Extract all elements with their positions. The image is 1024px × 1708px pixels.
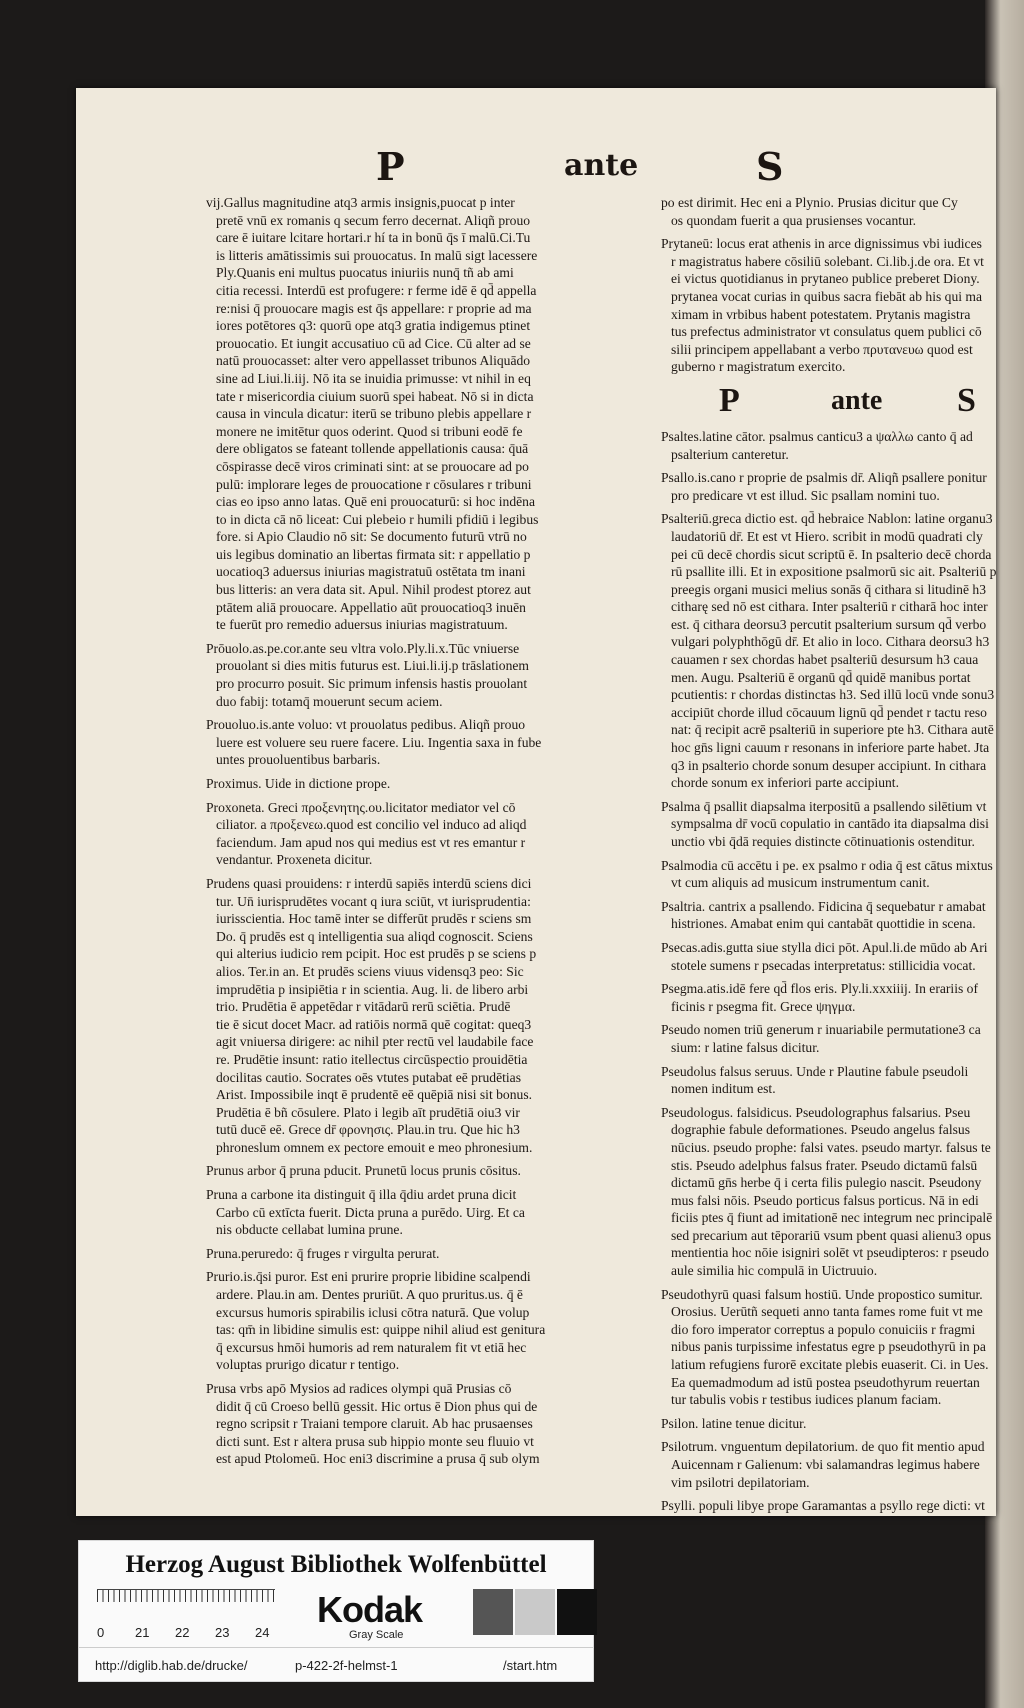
dictionary-entry xyxy=(206,799,606,869)
text-line: ficinis r psegma fit. Grece ψηγμα. xyxy=(671,998,856,1014)
kodak-logo: Kodak xyxy=(317,1589,423,1630)
section-subheader xyxy=(661,382,996,426)
text-line: uocatioq3 aduersus iniurias magistratuū ostētata tm inani xyxy=(216,564,526,580)
header-word: ante xyxy=(564,148,639,183)
text-line: cōspirasse decē viros criminati sint: at se prouocare ad po xyxy=(216,458,529,474)
text-line: os quondam fuerit a qua prusienses vocantur. xyxy=(671,212,917,228)
ruler-number: 22 xyxy=(175,1625,190,1640)
text-line: pei cū decē chordis sicut scriptū ē. In psalterio decē chorda xyxy=(671,546,992,562)
text-line: dographie fabule deformationes. Pseudo angelus falsus xyxy=(671,1122,970,1138)
text-line: causa in vincula dicatur: iterū se tribuno plebis appellare r xyxy=(216,406,532,422)
dictionary-entry xyxy=(206,1268,606,1374)
text-line: te fuerūt pro remedio aduersus iniurias magistratuum. xyxy=(216,617,508,633)
dictionary-entry xyxy=(661,469,996,504)
text-line: Do. q̄ prudēs est q intelligentia sua aliqd cognoscit. Sciens xyxy=(216,928,533,944)
text-line: psalterium canteretur. xyxy=(671,446,789,462)
right-text-column xyxy=(661,194,996,1516)
text-line: cias eo ipso anno latas. Quē eni prouocaturū: si hoc indēna xyxy=(216,494,535,510)
text-line: to in dicta cā nō liceat: Cui plebeio r humili pfidiū i legibus xyxy=(216,511,539,527)
text-line: pro procurro posuit. Sic primum infensis hastis prouolant xyxy=(216,676,528,692)
subheader-word: ante xyxy=(831,384,883,416)
text-line: docilitas cautio. Socrates oēs vtutes putabat eē prudētias xyxy=(216,1069,522,1085)
text-line: trio. Prudētia ē appetēdar r vitādarū rerū sciētia. Prudē xyxy=(216,999,511,1015)
text-line: Proxoneta. Greci προξενητης.ου.licitator mediator vel cō xyxy=(206,799,516,815)
text-line: Psilotrum. vnguentum depilatorium. de quo fit mentio apud xyxy=(661,1439,985,1455)
text-line: vt cum aliquis ad musicum instrumentum canit. xyxy=(671,875,930,891)
dictionary-entry xyxy=(661,1438,996,1491)
dictionary-entry xyxy=(661,857,996,892)
dictionary-entry xyxy=(661,235,996,376)
text-line: care ē iuitare lcitare hortari.r hí ta in bonū q̄s ī malū.Ci.Tu xyxy=(216,230,531,246)
text-line: Prytaneū: locus erat athenis in arce dignissimus vbi iudices xyxy=(661,236,982,252)
gray-swatch-light xyxy=(515,1589,555,1635)
text-line: Psegma.atis.idē fere qd̄ flos eris. Ply.li.xxxiiij. In erariis of xyxy=(661,981,978,997)
text-line: vij.Gallus magnitudine atq3 armis insignis,puocat p inter xyxy=(206,195,515,210)
text-line: pulū: implorare leges de prouocatione r cōsulares r tribuni xyxy=(216,476,532,492)
text-line: Psecas.adis.gutta siue stylla dici pōt. Apul.li.de mūdo ab Ari xyxy=(661,939,988,955)
text-line: Prudētia ē bñ cōsulere. Plato i legib aīt prudētiā oiu3 vir xyxy=(216,1104,520,1120)
text-line: Orosius. Uerūtñ sequeti anno tanta fames rome fuit vt me xyxy=(671,1304,983,1320)
text-line: stotele sumens r psecadas interpretatus: stillicidia vocat. xyxy=(671,957,976,973)
dictionary-entry xyxy=(206,775,606,793)
dictionary-entry xyxy=(661,1497,996,1515)
text-line: didit q̄ cū Croeso bellū gessit. Hic ortus ē Dion phus qui de xyxy=(216,1398,538,1414)
text-line: nūcius. pseudo prophe: falsi vates. pseudo martyr. falsus te xyxy=(671,1139,991,1155)
dictionary-entry xyxy=(661,980,996,1015)
dictionary-entry xyxy=(206,640,606,710)
library-title: Herzog August Bibliothek Wolfenbüttel xyxy=(125,1551,547,1578)
text-line: ximam in vrbibus habent potestatem. Prytanis magistra xyxy=(671,306,971,322)
text-line: ciliator. a προξενεω.quod est concilio vel induco ad aliqd xyxy=(216,817,527,833)
text-line: silii principem appellabant a verbo πρυτανευω quod est xyxy=(671,341,973,357)
text-line: nis obducte cellabat lumina prune. xyxy=(216,1222,403,1238)
text-line: alios. Ter.in an. Et prudēs sciens viuus vidensq3 peo: Sic xyxy=(216,963,524,979)
ruler-number: 24 xyxy=(255,1625,270,1640)
gray-swatch-dark xyxy=(473,1589,513,1635)
text-line: faciendum. Jam apud nos qui medius est vt res emantur r xyxy=(216,834,526,850)
text-line: tus prefectus administrator vt consulatus quem publici cō xyxy=(671,324,982,340)
dictionary-entry xyxy=(661,898,996,933)
text-line: agit vniuersa dirigere: ac nihil pter rectū vel laudabile face xyxy=(216,1034,534,1050)
text-line: guberno r magistratum exercito. xyxy=(671,359,846,375)
right-column-top xyxy=(661,194,996,376)
text-line: vulgari polyphthōgū dr̄. Et alio in loco. Cithara deorsu3 h3 xyxy=(671,634,990,650)
text-line: Psaltes.latine cātor. psalmus canticu3 a ψαλλω canto q̄ ad xyxy=(661,428,973,444)
text-line: Proximus. Uide in dictione prope. xyxy=(206,776,391,791)
text-line: pro predicare vt est illud. Sic psallam nomini tuo. xyxy=(671,487,940,503)
gray-swatch-black xyxy=(557,1589,597,1635)
text-line: accipiūt chorde illud cōcauum lignū qd̄ pendet r tactu reso xyxy=(671,704,987,720)
text-line: preegis organi musici melius sonās q̄ cithara si litudinē h3 xyxy=(671,581,986,597)
text-line: Psallo.is.cano r proprie de psalmis dr̄. Aliqñ psallere ponitur xyxy=(661,470,987,486)
text-line: Carbo cū extīcta fuerit. Dicta pruna a purēdo. Uirg. Et ca xyxy=(216,1204,525,1220)
text-line: sed precarium aut tēporariū vsum pbent quasi alienu3 opus xyxy=(671,1227,992,1243)
text-line: dicti sunt. Est r altera prusa sub hippio monte seu fluuio vt xyxy=(216,1433,534,1449)
text-line: Psalma q̄ psallit diapsalma iterpositū a psallendo silētium vt xyxy=(661,798,987,814)
text-line: cauamen r sex chordas habet psalteriū desursum h3 caua xyxy=(671,652,979,668)
text-line: aule similia hic compulā in Uictruuio. xyxy=(671,1263,878,1279)
text-line: Ply.Quanis eni multus puocatus iniuriis nunq̄ tñ ab ami xyxy=(216,265,514,281)
ruler-number: 21 xyxy=(135,1625,150,1640)
dictionary-entry xyxy=(661,1021,996,1056)
text-line: Pseudologus. falsidicus. Pseudolographus falsarius. Pseu xyxy=(661,1104,971,1120)
dictionary-entry xyxy=(206,716,606,769)
text-line: sympsalma dr̄ vocū copulatio in cantādo ita diapsalma disi xyxy=(671,816,989,832)
text-line: Pruna.peruredo: q̄ fruges r virgulta perurat. xyxy=(206,1245,440,1261)
text-line: dictamū gn̄s herbe q̄ i certa filis pulegio nascit. Pseudony xyxy=(671,1175,982,1191)
dictionary-entry xyxy=(661,428,996,463)
text-line: stis. Pseudo adelphus falsus frater. Pseudo dictamū falsū xyxy=(671,1157,978,1173)
text-line: prouocatio. Et iungit accusatiuo cū ad Cice. Cū alter ad se xyxy=(216,335,531,351)
text-line: histriones. Amabat enim qui cantabāt quottidie in scena. xyxy=(671,916,976,932)
text-line: luere est voluere seu ruere facere. Liu. Ingentia saxa in fube xyxy=(216,734,542,750)
text-line: Prurio.is.q̄si puror. Est eni prurire proprie libidine scalpendi xyxy=(206,1269,531,1285)
subheader-letter-right: S xyxy=(957,381,976,419)
text-line: Psalteriū.greca dictio est. qd̄ hebraice Nablon: latine organu3 xyxy=(661,511,993,527)
right-column-bottom xyxy=(661,428,996,1515)
text-line: Auicennam r Galienum: vbi salamandras legimus habere xyxy=(671,1457,980,1472)
dictionary-entry xyxy=(206,1380,606,1468)
dictionary-entry xyxy=(206,1245,606,1263)
text-line: Prudens quasi prouidens: r interdū sapiēs interdū sciens dici xyxy=(206,875,532,891)
ruler-number: 0 xyxy=(97,1625,105,1640)
text-line: phroneslum omnem ex pectore emouit e meo phronesium. xyxy=(216,1139,533,1155)
url-base: http://diglib.hab.de/drucke/ xyxy=(95,1658,248,1673)
header-letter-left: P xyxy=(376,144,405,189)
dictionary-entry xyxy=(206,1186,606,1239)
dictionary-entry xyxy=(661,510,996,792)
text-line: duo fabij: totamq̄ mouerunt secum aciem. xyxy=(216,693,443,709)
text-line: regno scripsit r Traiani tempore claruit. Ab hac prusaenses xyxy=(216,1416,533,1432)
text-line: iurisscientia. Hoc tamē inter se differūt prudēs r sciens sm xyxy=(216,911,532,927)
text-line: dio foro imperator correptus a populo conuiciis r fragmi xyxy=(671,1321,976,1337)
text-line: imprudētia p insipiētia r in scientia. Aug. li. de libero arbi xyxy=(216,981,529,997)
subheader-letter-left: P xyxy=(719,381,740,419)
text-line: untes prouoluentibus barbaris. xyxy=(216,752,381,768)
text-line: rū psallite illi. Et in expositione psalmorū sic ait. Psalteriū p xyxy=(671,564,996,580)
text-line: fore. si Apio Claudio nō sit: Se documento futurū vtrū no xyxy=(216,529,527,545)
text-line: tutū ducē eē. Grece dr̄ φρονησις. Plau.in tru. Que hic h3 xyxy=(216,1122,520,1138)
text-line: ptātem aliā prouocare. Appellatio aūt prouocatioq3 inuēn xyxy=(216,599,526,615)
text-line: est apud Ptolomeū. Hoc eni3 discrimine a prusa q̄ sub olym xyxy=(216,1451,540,1467)
dictionary-entry xyxy=(206,194,606,634)
text-line: iores potētores q3: quorū ope atq3 gratia indigemus ptinet xyxy=(216,318,531,334)
url-id: p-422-2f-helmst-1 xyxy=(295,1658,398,1673)
text-line: nomen inditum est. xyxy=(671,1081,776,1097)
dictionary-entry xyxy=(661,194,996,229)
text-line: chorde sonum ex inferiori parte accipiunt. xyxy=(671,775,899,791)
text-line: dere obligatos se fateant tollende appellationis causa: q̄uā xyxy=(216,441,529,457)
gray-scale-label: Gray Scale xyxy=(349,1629,404,1641)
text-line: monere ne imitētur quos oderint. Quod si tribuni eodē fe xyxy=(216,423,523,439)
text-line: Psylli. populi libye prope Garamantas a psyllo rege dicti: vt xyxy=(661,1498,985,1514)
text-line: r magistratus habere cōsiliū solebant. Ci.lib.j.de ora. Et vt xyxy=(671,253,984,269)
library-label xyxy=(78,1540,594,1682)
text-line: excursus humoris spirabilis iclusi cōtra naturā. Que volup xyxy=(216,1304,530,1320)
dictionary-entry xyxy=(661,798,996,851)
text-line: uis legibus dominatio an libertas firmata sit: r appellatio p xyxy=(216,546,531,562)
text-line: Psilon. latine tenue dicitur. xyxy=(661,1415,807,1431)
text-line: Psalmodia cū accētu i pe. ex psalmo r odia q̄ est cātus mixtus xyxy=(661,857,993,873)
text-line: Ea quemadmodum ad istū postea pseudothyrum reuertan xyxy=(671,1374,980,1390)
text-line: sine ad Liui.li.iij. Nō ita se inuidia primusse: vt nihil in eq xyxy=(216,370,531,386)
url-start: /start.htm xyxy=(503,1658,558,1673)
text-line: pcutientis: r chordas distinctas h3. Sed illū locū vnde sonu3 xyxy=(671,687,995,703)
text-line: prytanea vocat curias in quibus sacra fiebāt ab his qui ma xyxy=(671,288,983,304)
text-line: bus litteris: an vera data sit. Apul. Nihil prodest ptorez aut xyxy=(216,582,531,598)
text-line: Pseudolus falsus seruus. Unde r Plautine fabule pseudoli xyxy=(661,1063,969,1079)
text-line: Arist. Impossibile inqt ē prudentē eē quēpiā nisi sit bonus. xyxy=(216,1087,533,1103)
text-line: qui alterius iudicio rem pcipit. Hoc est prudēs p se sciens p xyxy=(216,946,537,962)
text-line: ficiis ptes q̄ fiunt ad imitationē nec integrum nec principalē xyxy=(671,1210,993,1226)
text-line: vim psilotri depilatoriam. xyxy=(671,1474,810,1490)
text-line: re. Prudētie insunt: ratio itellectus circūspectio prouidētia xyxy=(216,1051,528,1067)
text-line: Pseudo nomen triū generum r inuariabile permutatione3 ca xyxy=(661,1022,981,1038)
text-line: re:nisi q̄ prouocare magis est q̄s appellare: r proprie ad ma xyxy=(216,300,532,316)
scale-ruler xyxy=(97,1589,275,1622)
text-line: tur. Un̄ iurisprudētes vocant q iura sciūt, vt iurisprudentia: xyxy=(216,893,531,909)
dictionary-entry xyxy=(661,1415,996,1433)
dictionary-entry xyxy=(206,875,606,1157)
text-line: mentientia hoc nōie isigniri solēt vt pseudipteros: r pseudo xyxy=(671,1245,989,1261)
text-line: prouolant si dies mitis futurus est. Liui.li.ij.p trāslationem xyxy=(216,658,530,674)
text-line: po est dirimit. Hec eni a Plynio. Prusias dicitur que Cy xyxy=(661,195,958,210)
text-line: Prunus arbor q̄ pruna pducit. Prunetū locus prunis cōsitus. xyxy=(206,1163,521,1179)
dictionary-entry xyxy=(661,939,996,974)
text-line: est. q̄ cithara deorsu3 percutit psalterium sursum qd̄ verbo xyxy=(671,616,987,632)
text-line: tate r misericordia ciuium suorū spei habeat. Nō si in dicta xyxy=(216,388,534,404)
text-line: nat: q̄ recipit acrē psalteriū in superiore pte h3. Cithara autē xyxy=(671,722,994,738)
text-line: is litteris amātissimis sui prouocatus. In malū sigt lacessere xyxy=(216,247,538,263)
text-line: tur tabulis vobis r testibus iudices planum faciam. xyxy=(671,1392,942,1408)
url-bar xyxy=(79,1647,593,1682)
dictionary-entry xyxy=(661,1104,996,1280)
text-line: laudatoriū dr̄. Et est vt Hiero. scribit in modū quadrati cly xyxy=(671,528,983,544)
text-line: latium refugiens furorē excitate plebis euaserit. Ci. in Ues. xyxy=(671,1357,989,1373)
text-line: q3 in psalterio chorde sonum desuper accipiunt. In cithara xyxy=(671,757,987,773)
text-line: tas: qm̄ in libidine simulis est: quippe nihil aliud est genitura xyxy=(216,1322,546,1338)
text-line: mus falsi nōis. Pseudo porticus falsus porticus. Nā in edi xyxy=(671,1192,979,1208)
dictionary-entry xyxy=(206,1162,606,1180)
text-line: Prouoluo.is.ante voluo: vt prouolatus pedibus. Aliqñ prouo xyxy=(206,717,526,733)
dictionary-entry xyxy=(661,1063,996,1098)
text-line: sium: r latine falsus dicitur. xyxy=(671,1039,820,1055)
text-line: Pruna a carbone ita distinguit q̄ illa q̄diu ardet pruna dicit xyxy=(206,1187,517,1203)
text-line: q̄ excursus hmōi humoris ad rem naturalem fit vt etiā hec xyxy=(216,1339,527,1355)
book-page xyxy=(76,88,996,1516)
text-line: voluptas prurigo dicatur r tentigo. xyxy=(216,1357,400,1373)
text-line: unctio vbi q̄dā requies distincte cōtinuationis ostenditur. xyxy=(671,834,975,849)
text-line: Psaltria. cantrix a psallendo. Fidicina q̄ sequebatur r amabat xyxy=(661,898,986,914)
text-line: men. Augu. Psalteriū ē organū qd̄ quidē manibus portat xyxy=(671,669,971,685)
text-line: Prusa vrbs apō Mysios ad radices olympi quā Prusias cō xyxy=(206,1381,512,1396)
text-line: citharę sed nō est cithara. Inter psalteriū r citharā hoc inter xyxy=(671,599,988,615)
left-text-column xyxy=(206,194,606,1474)
dictionary-entry xyxy=(661,1286,996,1409)
ruler-number: 23 xyxy=(215,1625,230,1640)
text-line: citia recessi. Interdū est profugere: r ferme idē ē qd̄ appella xyxy=(216,282,537,298)
header-letter-right: S xyxy=(756,144,784,189)
text-line: ei victus quotidianus in prytaneo publice preberet Diony. xyxy=(671,271,980,287)
text-line: natū prouocasset: alter vero appellasset tribunos Aliquādo xyxy=(216,353,531,369)
text-line: vendantur. Proxeneta dicitur. xyxy=(216,852,373,868)
text-line: pretē vnū ex romanis q secum ferro decernat. Aliqñ prouo xyxy=(216,212,531,228)
text-line: Pseudothyrū quasi falsum hostiū. Unde propostico sumitur. xyxy=(661,1286,983,1302)
running-header xyxy=(76,144,996,194)
text-line: ardere. Plau.in am. Dentes pruriūt. A quo pruritus.us. q̄ ē xyxy=(216,1287,523,1303)
text-line: nibus panis turpissime infestatus egre p pseudothyrū in pa xyxy=(671,1339,986,1355)
text-line: hoc gn̄s ligni cauum r resonans in inferiore parte habet. Jta xyxy=(671,740,990,756)
text-line: tie ē sicut docet Macr. ad ratiōis normā quē cogitat: queq3 xyxy=(216,1016,532,1032)
text-line: Prōuolo.as.pe.cor.ante seu vltra volo.Ply.li.x.Tūc vniuerse xyxy=(206,640,520,656)
